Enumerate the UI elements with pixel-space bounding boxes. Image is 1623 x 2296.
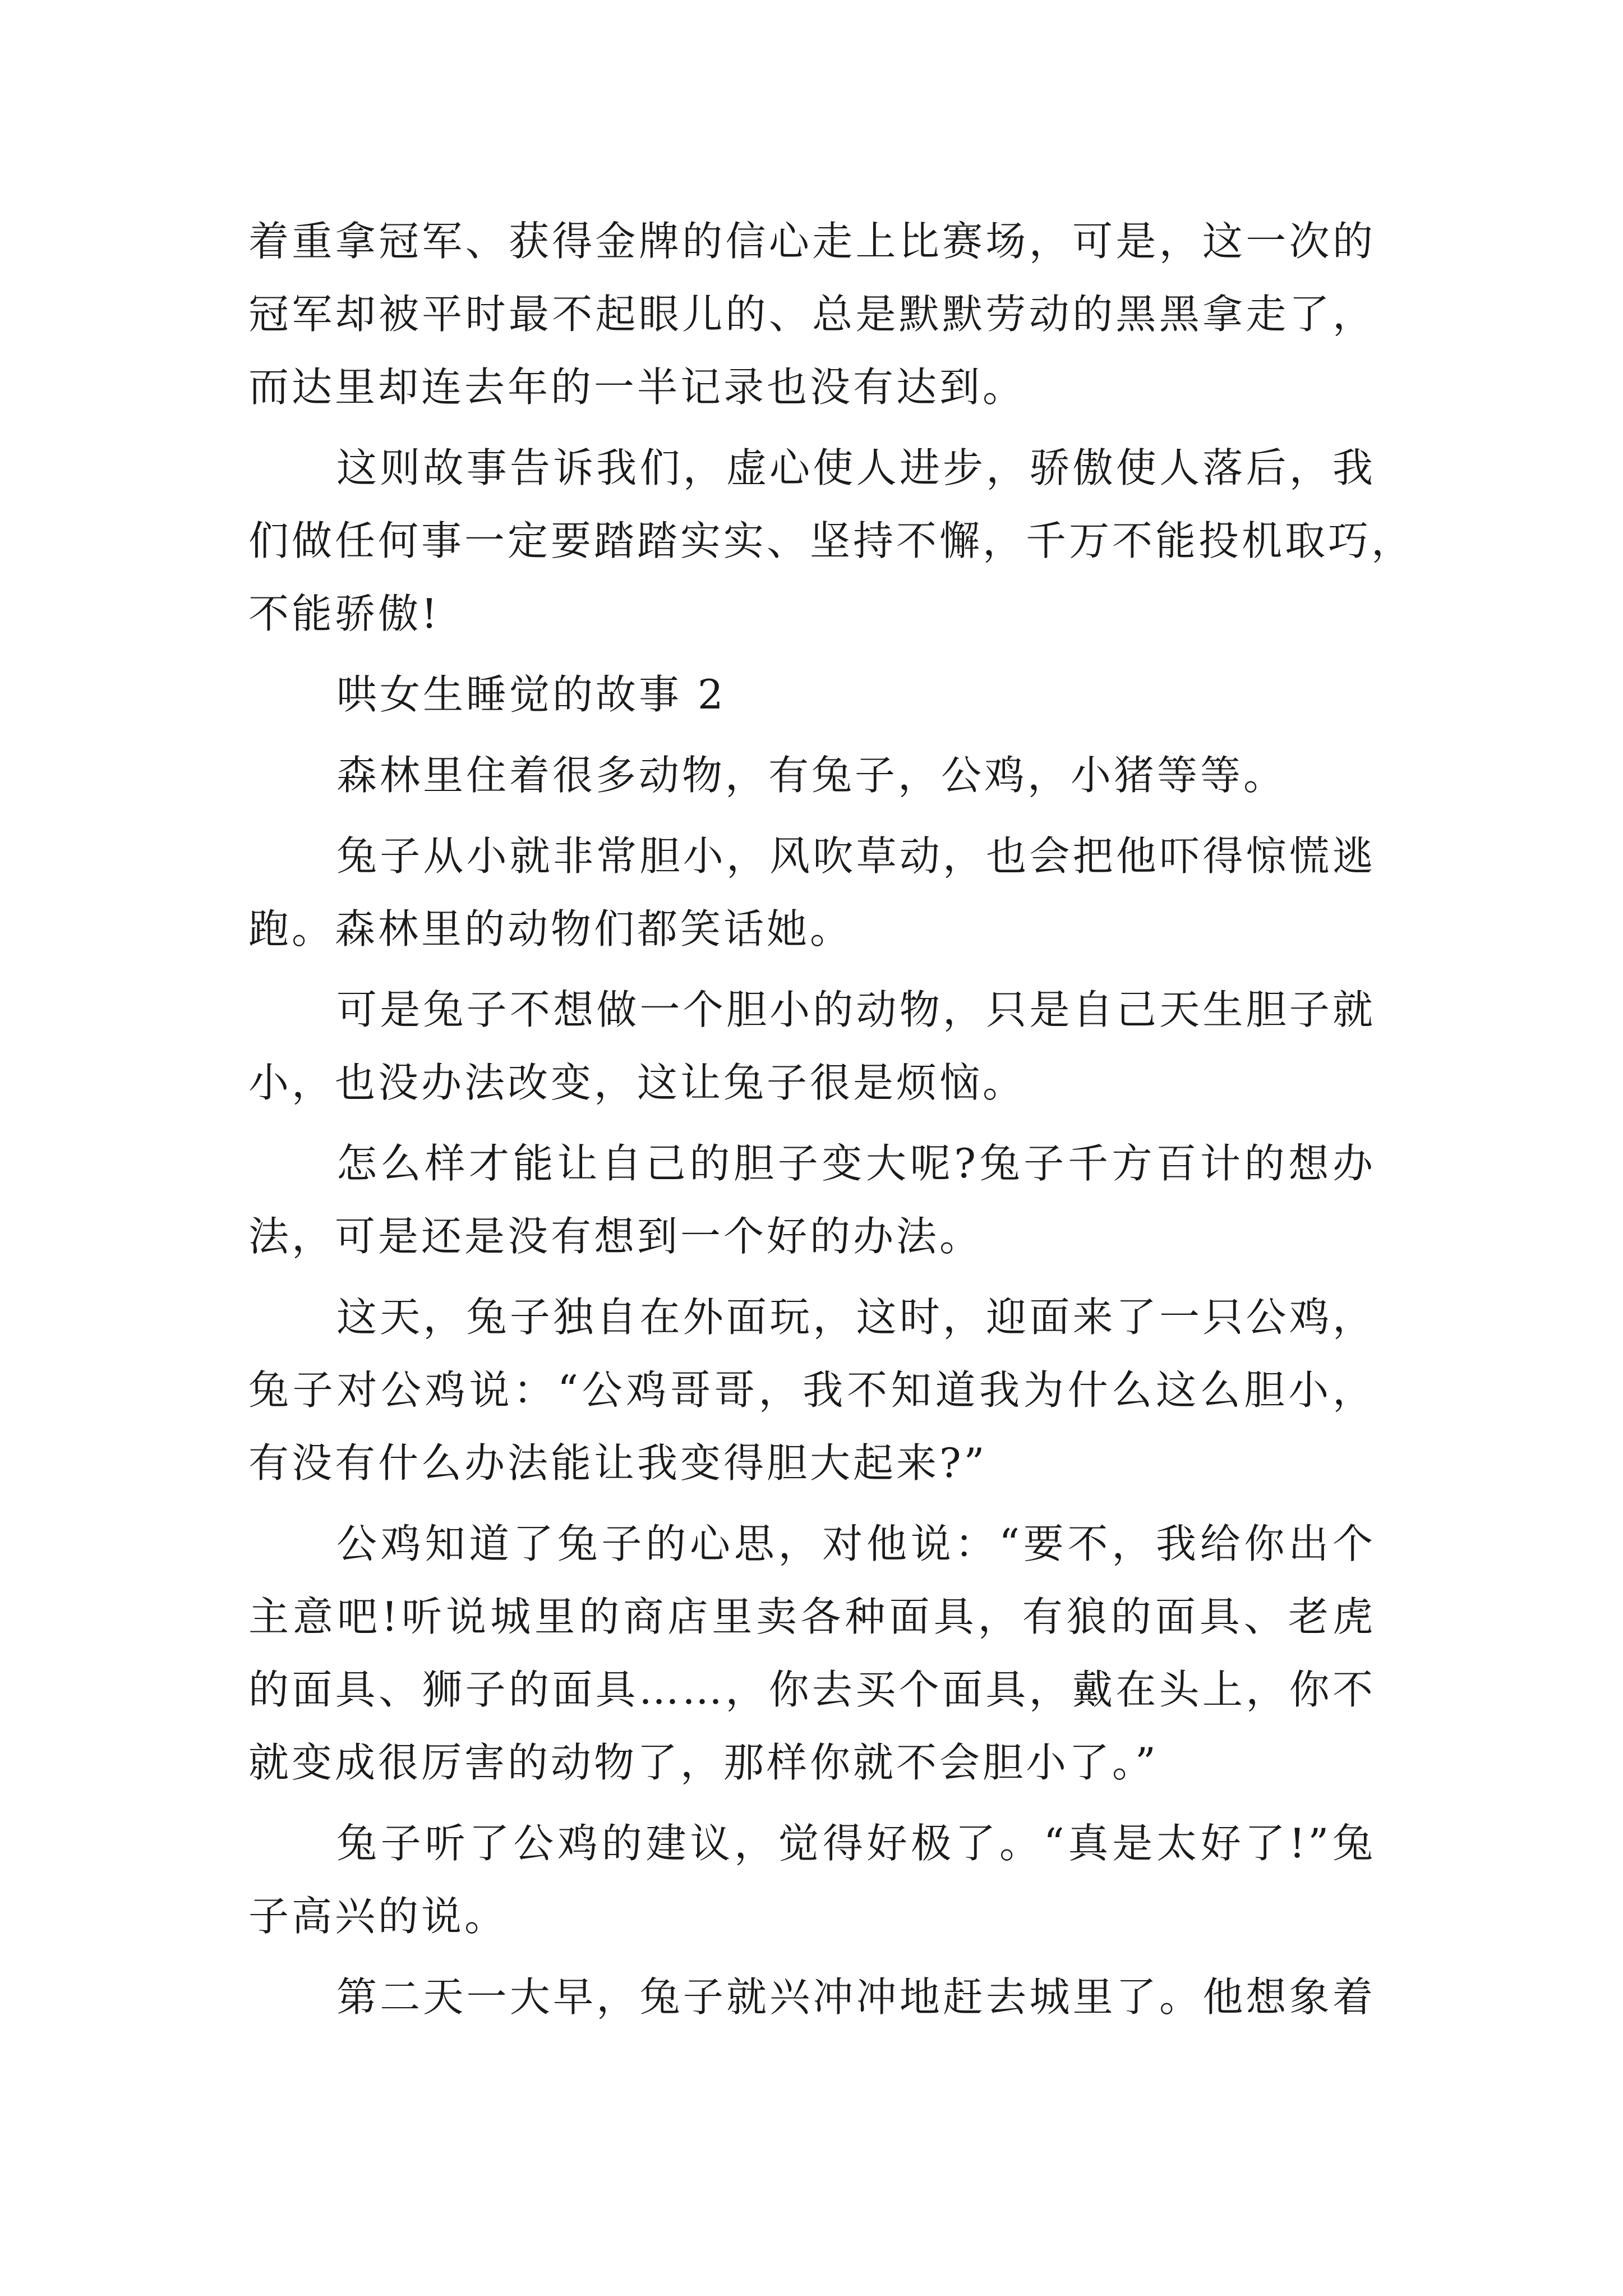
text-line: 小，也没办法改变，这让兔子很是烦恼。 xyxy=(248,1059,1026,1106)
text-line: 冠军却被平时最不起眼儿的、总是默默劳动的黑黑拿走了， xyxy=(248,291,1376,338)
text-line: 兔子对公鸡说：“公鸡哥哥，我不知道我为什么这么胆小， xyxy=(248,1366,1376,1414)
text-line: 森林里住着很多动物，有兔子，公鸡，小猪等等。 xyxy=(336,752,1287,799)
text-line: 法，可是还是没有想到一个好的办法。 xyxy=(248,1213,983,1260)
text-line: 兔子听了公鸡的建议，觉得好极了。“真是太好了!”兔 xyxy=(336,1820,1376,1867)
text-line: 着重拿冠军、获得金牌的信心走上比赛场，可是，这一次的 xyxy=(248,218,1376,265)
paragraph xyxy=(248,739,1376,812)
text-line: 这则故事告诉我们，虚心使人进步，骄傲使人落后，我 xyxy=(336,444,1376,491)
text-line: 主意吧!听说城里的商店里卖各种面具，有狼的面具、老虎 xyxy=(248,1593,1376,1640)
heading-line: 哄女生睡觉的故事 2 xyxy=(336,671,726,718)
body-text xyxy=(248,205,1415,2041)
paragraph xyxy=(248,1507,1376,1799)
paragraph xyxy=(248,431,1415,650)
text-line: 这天，兔子独自在外面玩，这时，迎面来了一只公鸡， xyxy=(336,1294,1376,1341)
story-heading xyxy=(248,658,1376,731)
text-line: 可是兔子不想做一个胆小的动物，只是自己天生胆子就 xyxy=(336,986,1376,1033)
text-line: 兔子从小就非常胆小，风吹草动，也会把他吓得惊慌逃 xyxy=(336,832,1376,880)
paragraph xyxy=(248,205,1376,424)
text-line: 而达里却连去年的一半记录也没有达到。 xyxy=(248,364,1026,411)
text-line: 怎么样才能让自己的胆子变大呢?兔子千方百计的想办 xyxy=(336,1140,1376,1187)
paragraph xyxy=(248,1807,1376,1953)
text-line: 跑。森林里的动物们都笑话她。 xyxy=(248,905,854,953)
text-line: 不能骄傲! xyxy=(248,590,440,637)
paragraph xyxy=(248,1961,1376,2033)
paragraph xyxy=(248,820,1376,965)
text-line: 的面具、狮子的面具……，你去买个面具，戴在头上，你不 xyxy=(248,1666,1376,1713)
text-line: 就变成很厉害的动物了，那样你就不会胆小了。” xyxy=(248,1739,1159,1786)
paragraph xyxy=(248,1281,1376,1499)
text-line: 第二天一大早，兔子就兴冲冲地赶去城里了。他想象着 xyxy=(336,1973,1376,2021)
text-line: 公鸡知道了兔子的心思，对他说：“要不，我给你出个 xyxy=(336,1520,1376,1567)
text-line: 们做任何事一定要踏踏实实、坚持不懈，千万不能投机取巧， xyxy=(248,517,1415,564)
text-line: 子高兴的说。 xyxy=(248,1893,508,1940)
paragraph xyxy=(248,1127,1376,1273)
paragraph xyxy=(248,973,1376,1119)
text-line: 有没有什么办法能让我变得胆大起来?” xyxy=(248,1439,988,1487)
